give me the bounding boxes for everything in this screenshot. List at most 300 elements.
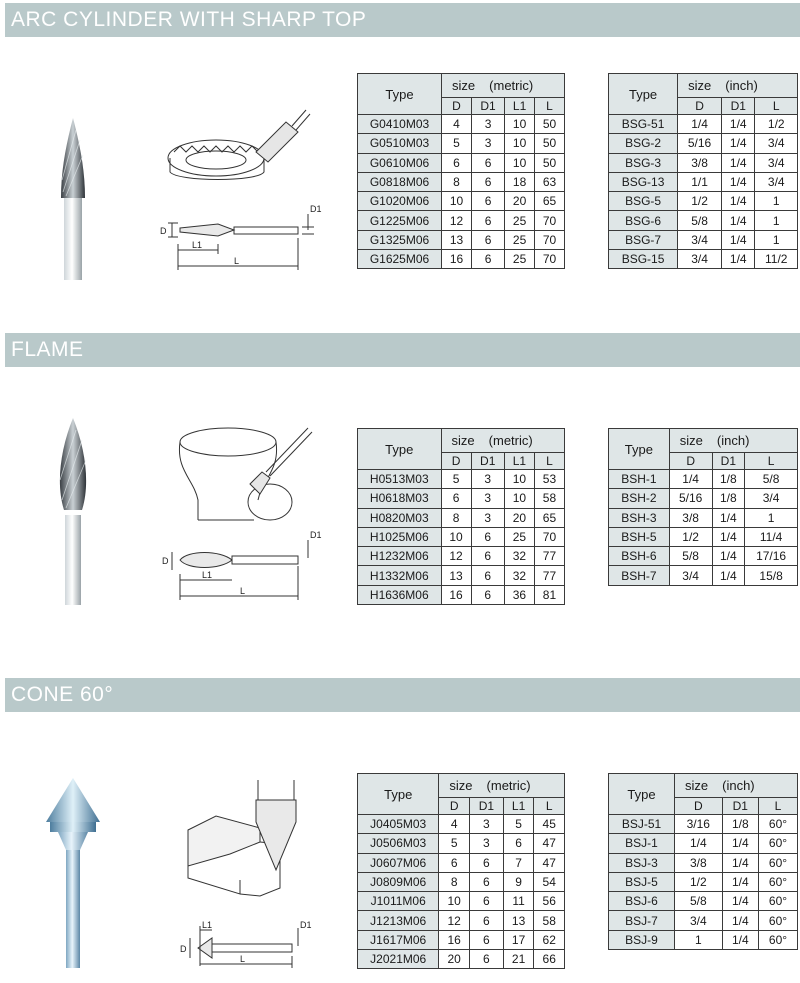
column-header: L — [534, 798, 565, 815]
table-row — [358, 192, 565, 211]
type-cell: BSG-15 — [609, 250, 678, 269]
value-cell: 60° — [759, 911, 798, 930]
value-cell: 56 — [534, 892, 565, 911]
value-cell: 3/4 — [675, 911, 723, 930]
label-l: L — [234, 256, 240, 266]
value-cell: 1/2 — [755, 115, 798, 134]
value-cell: 6 — [471, 211, 504, 230]
type-cell: J0809M06 — [358, 872, 439, 891]
type-header: Type — [609, 74, 678, 115]
type-cell: BSH-1 — [609, 470, 670, 489]
unit-label: (inch) — [725, 78, 758, 93]
column-header: L1 — [504, 453, 534, 470]
type-cell: J1617M06 — [358, 930, 439, 949]
table-row — [358, 470, 565, 489]
value-cell: 65 — [534, 508, 564, 527]
value-cell: 11/2 — [755, 250, 798, 269]
value-cell: 50 — [535, 115, 565, 134]
section-title-cone: CONE 60° — [5, 678, 800, 712]
value-cell: 1 — [675, 930, 723, 949]
value-cell: 8 — [441, 508, 471, 527]
value-cell: 8 — [439, 872, 470, 891]
value-cell: 25 — [504, 527, 534, 546]
table-row — [609, 815, 798, 834]
table-row — [609, 911, 798, 930]
type-cell: J1011M06 — [358, 892, 439, 911]
value-cell: 12 — [441, 547, 471, 566]
value-cell: 16 — [439, 930, 470, 949]
value-cell: 16 — [442, 250, 472, 269]
value-cell: 1/1 — [678, 172, 722, 191]
type-cell: J2021M06 — [358, 950, 439, 969]
type-header: Type — [358, 429, 442, 470]
value-cell: 3/8 — [678, 153, 722, 172]
table-row — [358, 211, 565, 230]
value-cell: 1/8 — [712, 489, 745, 508]
value-cell: 1/8 — [722, 815, 758, 834]
size-label: size — [452, 78, 476, 93]
value-cell: 6 — [471, 566, 504, 585]
table-row — [358, 892, 565, 911]
value-cell: 5/16 — [669, 489, 712, 508]
value-cell: 3/4 — [755, 134, 798, 153]
table-row — [609, 508, 798, 527]
value-cell: 6 — [442, 153, 472, 172]
value-cell: 5/8 — [669, 547, 712, 566]
column-header: D — [442, 98, 472, 115]
value-cell: 6 — [471, 527, 504, 546]
value-cell: 6 — [471, 585, 504, 604]
label-d1: D1 — [310, 530, 322, 540]
value-cell: 81 — [534, 585, 564, 604]
value-cell: 47 — [534, 853, 565, 872]
value-cell: 58 — [534, 489, 564, 508]
value-cell: 70 — [535, 250, 565, 269]
value-cell: 17/16 — [745, 547, 798, 566]
value-cell: 3 — [469, 834, 503, 853]
table-row — [609, 834, 798, 853]
table-row — [609, 566, 798, 585]
table-row — [609, 892, 798, 911]
column-header: D — [439, 798, 470, 815]
label-l1: L1 — [202, 920, 213, 930]
value-cell: 60° — [759, 834, 798, 853]
table-row — [358, 230, 565, 249]
label-d1: D1 — [300, 920, 312, 930]
value-cell: 3/4 — [669, 566, 712, 585]
table-row — [358, 134, 565, 153]
cone-burr-photo — [28, 770, 118, 970]
column-header: L1 — [503, 798, 534, 815]
value-cell: 3 — [471, 134, 504, 153]
value-cell: 3/8 — [675, 853, 723, 872]
value-cell: 1/4 — [712, 566, 745, 585]
table-row — [609, 115, 798, 134]
value-cell: 6 — [469, 853, 503, 872]
value-cell: 3/4 — [755, 172, 798, 191]
unit-label: (metric) — [489, 78, 534, 93]
table-row — [609, 872, 798, 891]
type-cell: H0513M03 — [358, 470, 442, 489]
value-cell: 10 — [505, 153, 535, 172]
section-title-arc-cylinder: ARC CYLINDER WITH SHARP TOP — [5, 3, 800, 37]
value-cell: 10 — [442, 192, 472, 211]
value-cell: 3/4 — [678, 230, 722, 249]
column-header: D1 — [712, 453, 745, 470]
value-cell: 3 — [469, 815, 503, 834]
column-header: D1 — [722, 798, 758, 815]
unit-label: (inch) — [722, 778, 755, 793]
value-cell: 11 — [503, 892, 534, 911]
value-cell: 18 — [505, 172, 535, 191]
section-title-flame: FLAME — [5, 333, 800, 367]
type-cell: G1625M06 — [358, 250, 442, 269]
table-row — [358, 172, 565, 191]
value-cell: 17 — [503, 930, 534, 949]
type-cell: H1636M06 — [358, 585, 442, 604]
column-header: D — [669, 453, 712, 470]
value-cell: 1 — [755, 211, 798, 230]
size-header — [439, 774, 565, 798]
type-cell: H0618M03 — [358, 489, 442, 508]
value-cell: 70 — [534, 527, 564, 546]
value-cell: 1/4 — [678, 115, 722, 134]
value-cell: 1/4 — [712, 508, 745, 527]
value-cell: 6 — [471, 172, 504, 191]
cone-burr-diagram — [180, 770, 355, 975]
arc-cylinder-burr-diagram — [158, 100, 348, 290]
table-row — [609, 153, 798, 172]
unit-label: (metric) — [486, 778, 531, 793]
table-row — [609, 547, 798, 566]
value-cell: 6 — [471, 250, 504, 269]
column-header: D — [441, 453, 471, 470]
column-header: L1 — [505, 98, 535, 115]
type-cell: BSJ-3 — [609, 853, 675, 872]
value-cell: 63 — [535, 172, 565, 191]
value-cell: 3/4 — [755, 153, 798, 172]
column-header: L — [534, 453, 564, 470]
value-cell: 25 — [505, 250, 535, 269]
value-cell: 77 — [534, 566, 564, 585]
size-label: size — [685, 778, 709, 793]
value-cell: 11/4 — [745, 527, 798, 546]
value-cell: 4 — [439, 815, 470, 834]
type-cell: G0410M03 — [358, 115, 442, 134]
column-header: D1 — [469, 798, 503, 815]
value-cell: 6 — [471, 230, 504, 249]
value-cell: 5 — [441, 470, 471, 489]
type-cell: G1225M06 — [358, 211, 442, 230]
value-cell: 10 — [441, 527, 471, 546]
value-cell: 60° — [759, 853, 798, 872]
value-cell: 1/4 — [721, 250, 755, 269]
type-cell: G1020M06 — [358, 192, 442, 211]
type-cell: BSJ-5 — [609, 872, 675, 891]
value-cell: 5/8 — [678, 211, 722, 230]
label-l: L — [240, 954, 246, 964]
value-cell: 1 — [745, 508, 798, 527]
type-cell: H0820M03 — [358, 508, 442, 527]
column-header: L — [535, 98, 565, 115]
inch-spec-table-cone — [608, 773, 798, 950]
value-cell: 3 — [471, 115, 504, 134]
type-cell: BSH-3 — [609, 508, 670, 527]
column-header: D — [678, 98, 722, 115]
type-cell: G0818M06 — [358, 172, 442, 191]
value-cell: 60° — [759, 930, 798, 949]
type-cell: BSG-5 — [609, 192, 678, 211]
value-cell: 13 — [441, 566, 471, 585]
table-row — [358, 566, 565, 585]
table-row — [609, 192, 798, 211]
type-cell: BSH-2 — [609, 489, 670, 508]
value-cell: 6 — [441, 489, 471, 508]
size-label: size — [449, 778, 473, 793]
table-row — [609, 230, 798, 249]
label-l: L — [240, 586, 246, 596]
label-d: D — [180, 944, 187, 954]
type-cell: BSJ-51 — [609, 815, 675, 834]
value-cell: 6 — [469, 872, 503, 891]
value-cell: 1/4 — [675, 834, 723, 853]
value-cell: 6 — [469, 911, 503, 930]
value-cell: 20 — [505, 192, 535, 211]
value-cell: 1/4 — [722, 872, 758, 891]
table-row — [609, 489, 798, 508]
type-cell: BSJ-6 — [609, 892, 675, 911]
unit-label: (metric) — [488, 433, 533, 448]
table-row — [609, 134, 798, 153]
flame-burr-photo — [28, 410, 118, 605]
value-cell: 1/4 — [721, 134, 755, 153]
value-cell: 6 — [469, 950, 503, 969]
table-row — [358, 153, 565, 172]
value-cell: 5/16 — [678, 134, 722, 153]
size-header — [442, 74, 565, 98]
value-cell: 13 — [442, 230, 472, 249]
value-cell: 12 — [442, 211, 472, 230]
type-cell: BSJ-9 — [609, 930, 675, 949]
value-cell: 1/2 — [678, 192, 722, 211]
value-cell: 12 — [439, 911, 470, 930]
value-cell: 66 — [534, 950, 565, 969]
type-cell: H1332M06 — [358, 566, 442, 585]
value-cell: 1/4 — [722, 911, 758, 930]
type-cell: BSH-6 — [609, 547, 670, 566]
value-cell: 32 — [504, 547, 534, 566]
value-cell: 10 — [505, 115, 535, 134]
value-cell: 1/4 — [722, 853, 758, 872]
value-cell: 1/4 — [722, 892, 758, 911]
value-cell: 60° — [759, 815, 798, 834]
label-l1: L1 — [192, 240, 203, 250]
value-cell: 58 — [534, 911, 565, 930]
value-cell: 6 — [503, 834, 534, 853]
type-cell: BSG-2 — [609, 134, 678, 153]
table-row — [358, 930, 565, 949]
size-header — [669, 429, 797, 453]
value-cell: 5/8 — [675, 892, 723, 911]
value-cell: 10 — [504, 489, 534, 508]
value-cell: 10 — [505, 134, 535, 153]
type-cell: H1025M06 — [358, 527, 442, 546]
value-cell: 1/4 — [721, 230, 755, 249]
value-cell: 4 — [442, 115, 472, 134]
table-row — [358, 585, 565, 604]
value-cell: 45 — [534, 815, 565, 834]
type-cell: G1325M06 — [358, 230, 442, 249]
value-cell: 70 — [535, 211, 565, 230]
value-cell: 6 — [469, 930, 503, 949]
value-cell: 25 — [505, 230, 535, 249]
metric-spec-table-arc-cylinder — [357, 73, 565, 269]
value-cell: 1/4 — [722, 930, 758, 949]
table-row — [358, 527, 565, 546]
column-header: L — [759, 798, 798, 815]
value-cell: 6 — [439, 853, 470, 872]
value-cell: 7 — [503, 853, 534, 872]
value-cell: 1/4 — [721, 211, 755, 230]
value-cell: 54 — [534, 872, 565, 891]
metric-spec-table-cone — [357, 773, 565, 969]
value-cell: 1/4 — [721, 153, 755, 172]
value-cell: 3 — [471, 489, 504, 508]
type-cell: H1232M06 — [358, 547, 442, 566]
value-cell: 47 — [534, 834, 565, 853]
type-cell: G0610M06 — [358, 153, 442, 172]
table-row — [358, 853, 565, 872]
value-cell: 6 — [471, 192, 504, 211]
type-cell: BSG-3 — [609, 153, 678, 172]
label-d: D — [160, 226, 167, 236]
value-cell: 6 — [471, 153, 504, 172]
value-cell: 1 — [755, 192, 798, 211]
value-cell: 1/4 — [721, 192, 755, 211]
value-cell: 10 — [439, 892, 470, 911]
value-cell: 60° — [759, 892, 798, 911]
table-row — [358, 950, 565, 969]
column-header: D — [675, 798, 723, 815]
type-cell: BSG-51 — [609, 115, 678, 134]
value-cell: 5 — [503, 815, 534, 834]
value-cell: 3 — [471, 470, 504, 489]
type-header: Type — [358, 74, 442, 115]
type-cell: BSG-6 — [609, 211, 678, 230]
value-cell: 20 — [439, 950, 470, 969]
value-cell: 32 — [504, 566, 534, 585]
value-cell: 8 — [442, 172, 472, 191]
table-row — [358, 115, 565, 134]
table-row — [609, 853, 798, 872]
size-header — [678, 74, 798, 98]
type-header: Type — [609, 429, 670, 470]
value-cell: 60° — [759, 872, 798, 891]
column-header: L — [755, 98, 798, 115]
type-cell: BSJ-7 — [609, 911, 675, 930]
type-cell: BSG-7 — [609, 230, 678, 249]
value-cell: 1 — [755, 230, 798, 249]
table-row — [358, 250, 565, 269]
type-cell: J1213M06 — [358, 911, 439, 930]
value-cell: 1/4 — [669, 470, 712, 489]
size-header — [441, 429, 564, 453]
table-row — [358, 872, 565, 891]
value-cell: 70 — [535, 230, 565, 249]
value-cell: 3/16 — [675, 815, 723, 834]
table-row — [609, 527, 798, 546]
value-cell: 1/4 — [721, 115, 755, 134]
unit-label: (inch) — [716, 433, 750, 448]
label-d1: D1 — [310, 204, 322, 214]
inch-spec-table-flame — [608, 428, 798, 586]
size-label: size — [679, 433, 703, 448]
inch-spec-table-arc-cylinder — [608, 73, 798, 269]
value-cell: 50 — [535, 134, 565, 153]
value-cell: 1/8 — [712, 470, 745, 489]
size-label: size — [451, 433, 475, 448]
type-header: Type — [609, 774, 675, 815]
value-cell: 9 — [503, 872, 534, 891]
value-cell: 1/4 — [712, 527, 745, 546]
value-cell: 5 — [442, 134, 472, 153]
value-cell: 25 — [505, 211, 535, 230]
metric-spec-table-flame — [357, 428, 565, 605]
column-header: D1 — [721, 98, 755, 115]
flame-burr-diagram — [158, 420, 348, 610]
value-cell: 3/4 — [745, 489, 798, 508]
table-row — [609, 470, 798, 489]
value-cell: 13 — [503, 911, 534, 930]
table-row — [609, 930, 798, 949]
type-cell: BSG-13 — [609, 172, 678, 191]
value-cell: 6 — [471, 547, 504, 566]
value-cell: 5 — [439, 834, 470, 853]
value-cell: 1/2 — [675, 872, 723, 891]
table-row — [358, 489, 565, 508]
table-row — [609, 250, 798, 269]
value-cell: 3/4 — [678, 250, 722, 269]
type-cell: BSJ-1 — [609, 834, 675, 853]
value-cell: 10 — [504, 470, 534, 489]
value-cell: 53 — [534, 470, 564, 489]
type-cell: G0510M03 — [358, 134, 442, 153]
arc-cylinder-burr-photo — [28, 100, 118, 280]
type-cell: J0405M03 — [358, 815, 439, 834]
value-cell: 5/8 — [745, 470, 798, 489]
value-cell: 77 — [534, 547, 564, 566]
column-header: D1 — [471, 98, 504, 115]
table-row — [358, 547, 565, 566]
type-cell: J0506M03 — [358, 834, 439, 853]
value-cell: 15/8 — [745, 566, 798, 585]
table-row — [358, 815, 565, 834]
type-cell: BSH-5 — [609, 527, 670, 546]
value-cell: 65 — [535, 192, 565, 211]
table-row — [358, 508, 565, 527]
value-cell: 36 — [504, 585, 534, 604]
size-header — [675, 774, 798, 798]
table-row — [609, 172, 798, 191]
label-l1: L1 — [202, 570, 213, 580]
table-row — [358, 834, 565, 853]
column-header: D1 — [471, 453, 504, 470]
value-cell: 62 — [534, 930, 565, 949]
type-cell: BSH-7 — [609, 566, 670, 585]
value-cell: 1/4 — [722, 834, 758, 853]
type-cell: J0607M06 — [358, 853, 439, 872]
table-row — [358, 911, 565, 930]
